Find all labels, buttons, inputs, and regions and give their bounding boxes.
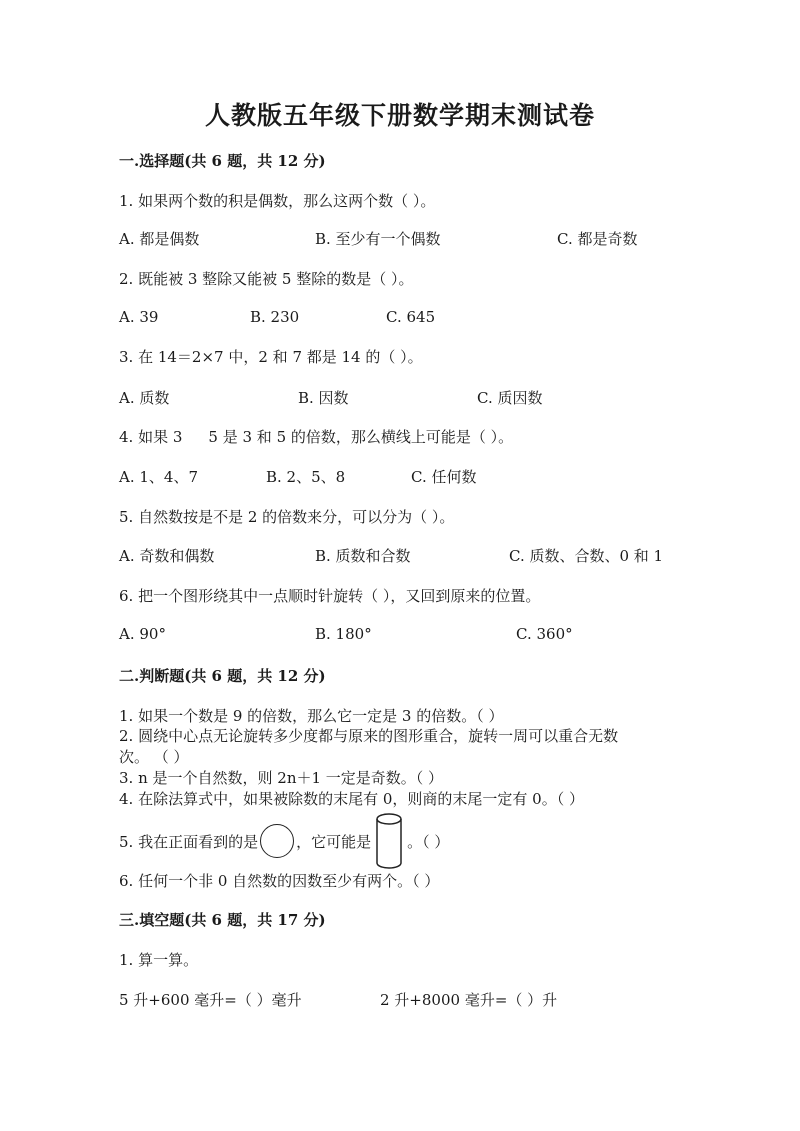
- option-1-3-a: A. 质数: [119, 389, 170, 407]
- option-1-1-c: C. 都是奇数: [557, 230, 638, 248]
- question-1-4-start: 4. 如果 3: [119, 428, 183, 446]
- fill-in-1-b: 2 升+8000 毫升=（ ）升: [380, 991, 558, 1009]
- judgement-5: [119, 817, 449, 865]
- option-1-4-a: A. 1、4、7: [119, 468, 198, 486]
- cylinder-figure: [374, 812, 404, 870]
- page-title: 人教版五年级下册数学期末测试卷: [204, 101, 595, 130]
- judgement-1: 1. 如果一个数是 9 的倍数，那么它一定是 3 的倍数。（ ）: [119, 707, 504, 725]
- question-1-4-end: 5 是 3 和 5 的倍数，那么横线上可能是（ ）。: [208, 428, 514, 446]
- question-1-3: 3. 在 14＝2×7 中，2 和 7 都是 14 的（ ）。: [119, 348, 423, 366]
- option-1-3-b: B. 因数: [298, 389, 349, 407]
- question-1-4: [119, 426, 513, 447]
- judgement-5-end: 。（ ）: [407, 832, 450, 851]
- judgement-3: 3. n 是一个自然数，则 2n＋1 一定是奇数。（ ）: [119, 769, 444, 787]
- question-1-5: 5. 自然数按是不是 2 的倍数来分，可以分为（ ）。: [119, 508, 455, 526]
- option-1-6-c: C. 360°: [516, 625, 573, 643]
- option-1-6-b: B. 180°: [315, 625, 372, 643]
- option-1-5-a: A. 奇数和偶数: [119, 547, 215, 565]
- option-1-1-b: B. 至少有一个偶数: [315, 230, 441, 248]
- judgement-5-middle: ，它可能是: [296, 832, 372, 851]
- option-1-5-c: C. 质数、合数、0 和 1: [509, 547, 664, 565]
- section-heading-choice: 一.选择题(共 6 题，共 12 分): [119, 152, 326, 170]
- option-1-2-a: A. 39: [119, 308, 159, 326]
- circle-figure: [260, 824, 294, 858]
- judgement-6: 6. 任何一个非 0 自然数的因数至少有两个。（ ）: [119, 872, 440, 890]
- judgement-2-line1: 2. 圆绕中心点无论旋转多少度都与原来的图形重合，旋转一周可以重合无数: [119, 727, 619, 745]
- option-1-3-c: C. 质因数: [477, 389, 543, 407]
- section-heading-judgement: 二.判断题(共 6 题，共 12 分): [119, 667, 326, 685]
- question-1-6: 6. 把一个图形绕其中一点顺时针旋转（ ），又回到原来的位置。: [119, 587, 541, 605]
- option-1-1-a: A. 都是偶数: [119, 230, 200, 248]
- option-1-2-b: B. 230: [250, 308, 300, 326]
- option-1-5-b: B. 质数和合数: [315, 547, 411, 565]
- option-1-4-c: C. 任何数: [411, 468, 477, 486]
- section-heading-fill-in: 三.填空题(共 6 题，共 17 分): [119, 911, 326, 929]
- option-1-6-a: A. 90°: [119, 625, 166, 643]
- fill-in-1-a: 5 升+600 毫升=（ ）毫升: [119, 991, 302, 1009]
- judgement-5-start: 5. 我在正面看到的是: [119, 832, 259, 851]
- question-1-1: 1. 如果两个数的积是偶数，那么这两个数（ ）。: [119, 192, 436, 210]
- option-1-2-c: C. 645: [386, 308, 436, 326]
- judgement-2-line2: 次。 （ ）: [119, 748, 189, 766]
- question-1-2: 2. 既能被 3 整除又能被 5 整除的数是（ ）。: [119, 270, 414, 288]
- judgement-4: 4. 在除法算式中，如果被除数的末尾有 0，则商的末尾一定有 0。（ ）: [119, 790, 584, 808]
- option-1-4-b: B. 2、5、8: [266, 468, 346, 486]
- fill-in-1: 1. 算一算。: [119, 951, 199, 969]
